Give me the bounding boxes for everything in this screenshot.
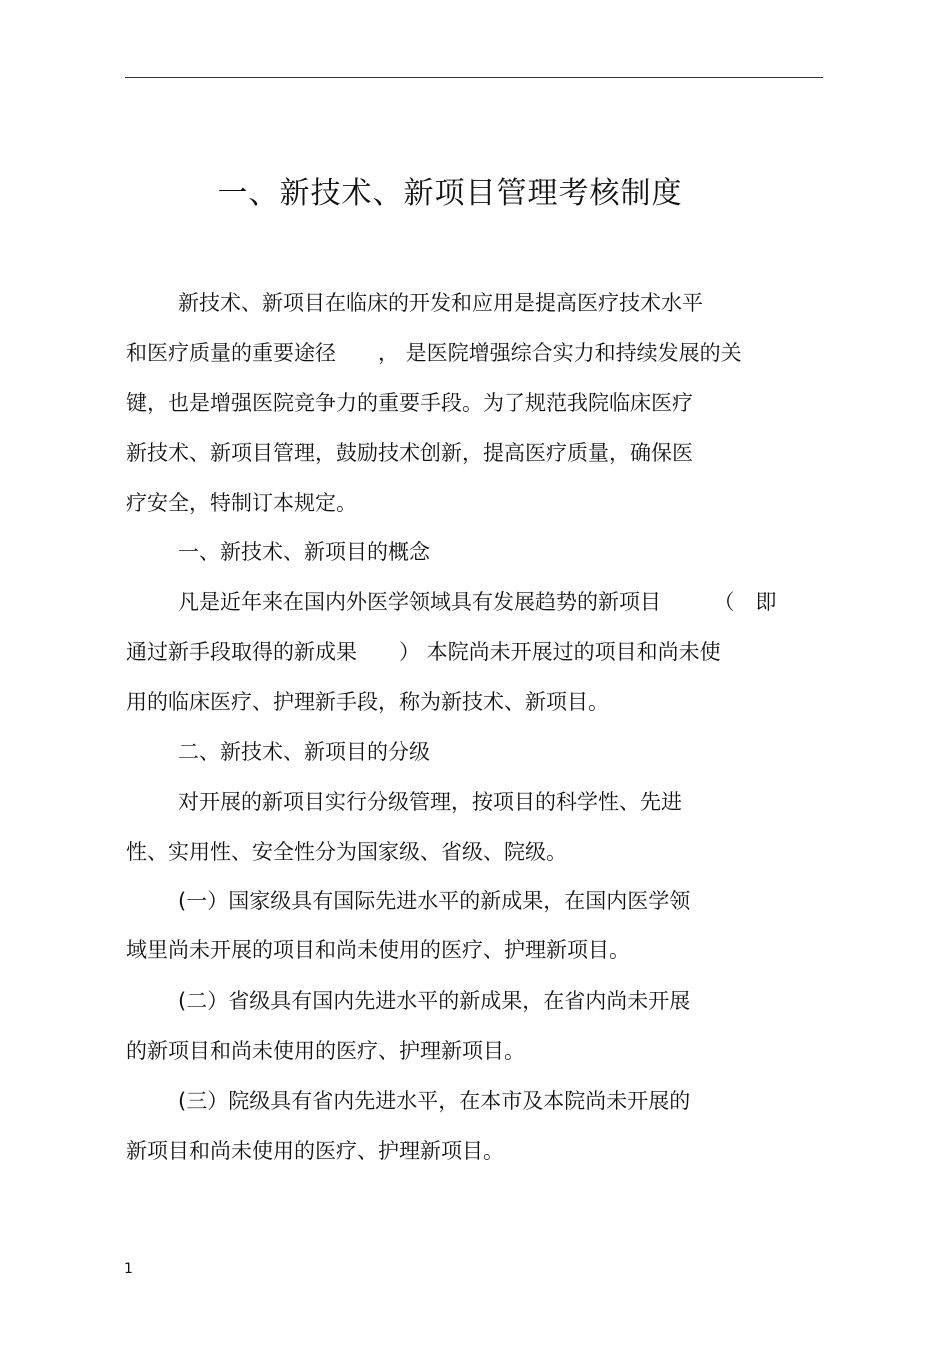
paragraph-line-3: 键，也是增强医院竞争力的重要手段。为了规范我院临床医疗 bbox=[126, 391, 693, 415]
paragraph-line-7: 通过新手段取得的新成果 ） 本院尚未开展过的项目和尚未使 bbox=[126, 640, 721, 664]
header-rule bbox=[125, 77, 823, 78]
list-item-hospital-cont: 新项目和尚未使用的医疗、护理新项目。 bbox=[126, 1139, 504, 1163]
section-heading-concept: 一、新技术、新项目的概念 bbox=[178, 540, 430, 564]
page-number: 1 bbox=[124, 1261, 133, 1277]
paragraph-line-1: 新技术、新项目在临床的开发和应用是提高医疗技术水平 bbox=[178, 291, 703, 315]
paragraph-line-5: 疗安全，特制订本规定。 bbox=[126, 491, 357, 515]
list-item-provincial-cont: 的新项目和尚未使用的医疗、护理新项目。 bbox=[126, 1039, 525, 1063]
list-item-national: (一）国家级具有国际先进水平的新成果，在国内医学领 bbox=[178, 889, 691, 913]
paragraph-line-8: 用的临床医疗、护理新手段，称为新技术、新项目。 bbox=[126, 690, 609, 714]
list-item-national-cont: 域里尚未开展的项目和尚未使用的医疗、护理新项目。 bbox=[126, 938, 630, 962]
document-title: 一、新技术、新项目管理考核制度 bbox=[217, 176, 683, 211]
list-item-provincial: (二）省级具有国内先进水平的新成果，在省内尚未开展 bbox=[178, 989, 691, 1013]
paragraph-line-2: 和医疗质量的重要途径 ， 是医院增强综合实力和持续发展的关 bbox=[126, 341, 742, 365]
paragraph-line-10: 性、实用性、安全性分为国家级、省级、院级。 bbox=[126, 840, 567, 864]
paragraph-line-9: 对开展的新项目实行分级管理，按项目的科学性、先进 bbox=[178, 790, 682, 814]
list-item-hospital: (三）院级具有省内先进水平，在本市及本院尚未开展的 bbox=[178, 1089, 691, 1113]
section-heading-grading: 二、新技术、新项目的分级 bbox=[178, 740, 430, 764]
paragraph-line-4: 新技术、新项目管理，鼓励技术创新，提高医疗质量，确保医 bbox=[126, 441, 693, 465]
paragraph-line-6: 凡是近年来在国内外医学领域具有发展趋势的新项目 （ 即 bbox=[178, 590, 777, 614]
